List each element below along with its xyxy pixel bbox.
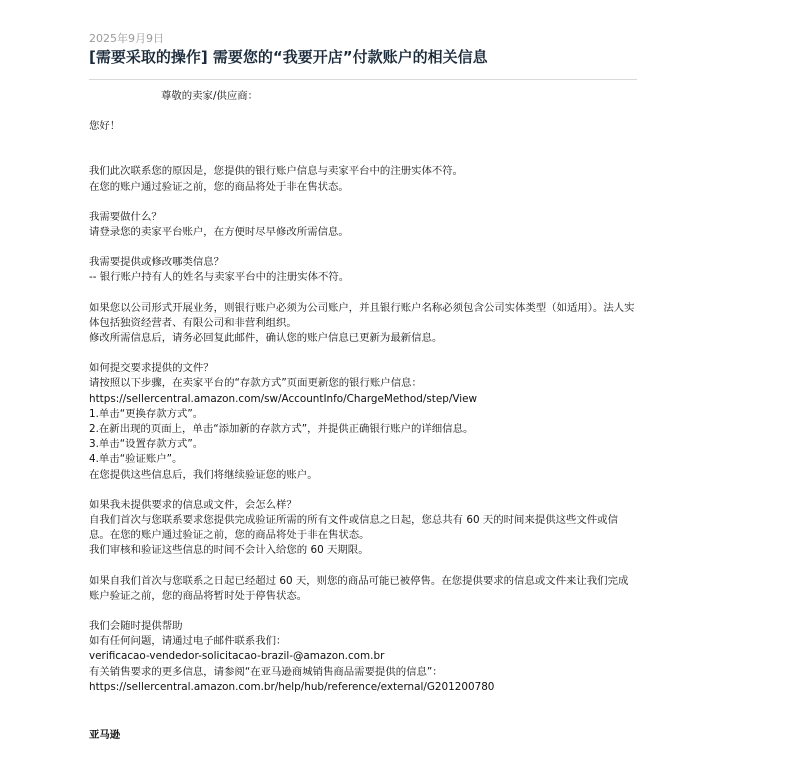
- contact-intro: 如有任何问题，请通过电子邮件联系我们：: [89, 635, 287, 648]
- how-submit-after: 在您提供这些信息后，我们将继续验证您的账户。: [89, 468, 318, 481]
- step-2: 2.在新出现的页面上，单击“添加新的存款方式”，并提供正确银行账户的详细信息。: [89, 423, 474, 436]
- deposit-method-link[interactable]: https://sellercentral.amazon.com/sw/AccountInfo/ChargeMethod/step/View: [89, 392, 478, 405]
- email-message: [89, 32, 649, 743]
- reason-line-2: 在您的账户通过验证之前，您的商品将处于非在售状态。: [89, 180, 349, 193]
- step-4: 4.单击“验证账户”。: [89, 453, 183, 466]
- email-date: 2025年9月9日: [89, 32, 164, 45]
- hello-line: 您好！: [89, 120, 121, 133]
- reason-line-1: 我们此次联系您的原因是，您提供的银行账户信息与卖家平台中的注册实体不符。: [89, 165, 464, 178]
- more-info-intro: 有关销售要求的更多信息，请参阅“在亚马逊商城销售商品需要提供的信息”：: [89, 665, 443, 678]
- contact-email-link[interactable]: verificacao-vendedor-solicitacao-brazil-@amazon.com.br: [89, 650, 385, 663]
- what-todo-question: 我需要做什么？: [89, 210, 162, 223]
- over-60-days-note: 如果自我们首次与您联系之日起已经超过 60 天，则您的商品可能已被停售。在您提供要求的信息或文件来让我们完成账户验证之前，您的商品将暂时处于停售状态。: [89, 574, 629, 602]
- header-divider: [89, 79, 637, 80]
- reply-note: 修改所需信息后，请务必回复此邮件，确认您的账户信息已更新为最新信息。: [89, 332, 443, 345]
- help-title: 我们会随时提供帮助: [89, 620, 183, 633]
- step-1: 1.单击“更换存款方式”。: [89, 407, 204, 420]
- how-submit-question: 如何提交要求提供的文件？: [89, 362, 214, 375]
- if-not-answer-2: 我们审核和验证这些信息的时间不会计入给您的 60 天期限。: [89, 544, 369, 557]
- email-body: [89, 89, 649, 743]
- what-info-question: 我需要提供或修改哪类信息？: [89, 256, 225, 269]
- company-note: 如果您以公司形式开展业务，则银行账户必须为公司账户，并且银行账户名称必须包含公司实体类型（如适用）。法人实体包括独资经营者、有限公司和非营利组织。: [89, 301, 635, 329]
- signature: 亚马逊: [89, 729, 121, 742]
- step-3: 3.单击“设置存款方式”。: [89, 438, 204, 451]
- if-not-question: 如果我未提供要求的信息或文件，会怎么样？: [89, 498, 297, 511]
- if-not-answer-1: 自我们首次与您联系要求您提供完成验证所需的所有文件或信息之日起，您总共有 60 天的时间来提供这些文件或信息。在您的账户通过验证之前，您的商品将处于非在售状态。: [89, 514, 618, 542]
- what-info-answer: -- 银行账户持有人的姓名与卖家平台中的注册实体不符。: [89, 271, 350, 284]
- email-subject: [需要采取的操作] 需要您的“我要开店”付款账户的相关信息: [89, 48, 488, 66]
- help-hub-link[interactable]: https://sellercentral.amazon.com.br/help/hub/reference/external/G201200780: [89, 680, 495, 693]
- what-todo-answer: 请登录您的卖家平台账户，在方便时尽早修改所需信息。: [89, 226, 349, 239]
- how-submit-intro: 请按照以下步骤，在卖家平台的“存款方式”页面更新您的银行账户信息：: [89, 377, 422, 390]
- recipient-line: 尊敬的卖家/供应商：: [161, 90, 259, 102]
